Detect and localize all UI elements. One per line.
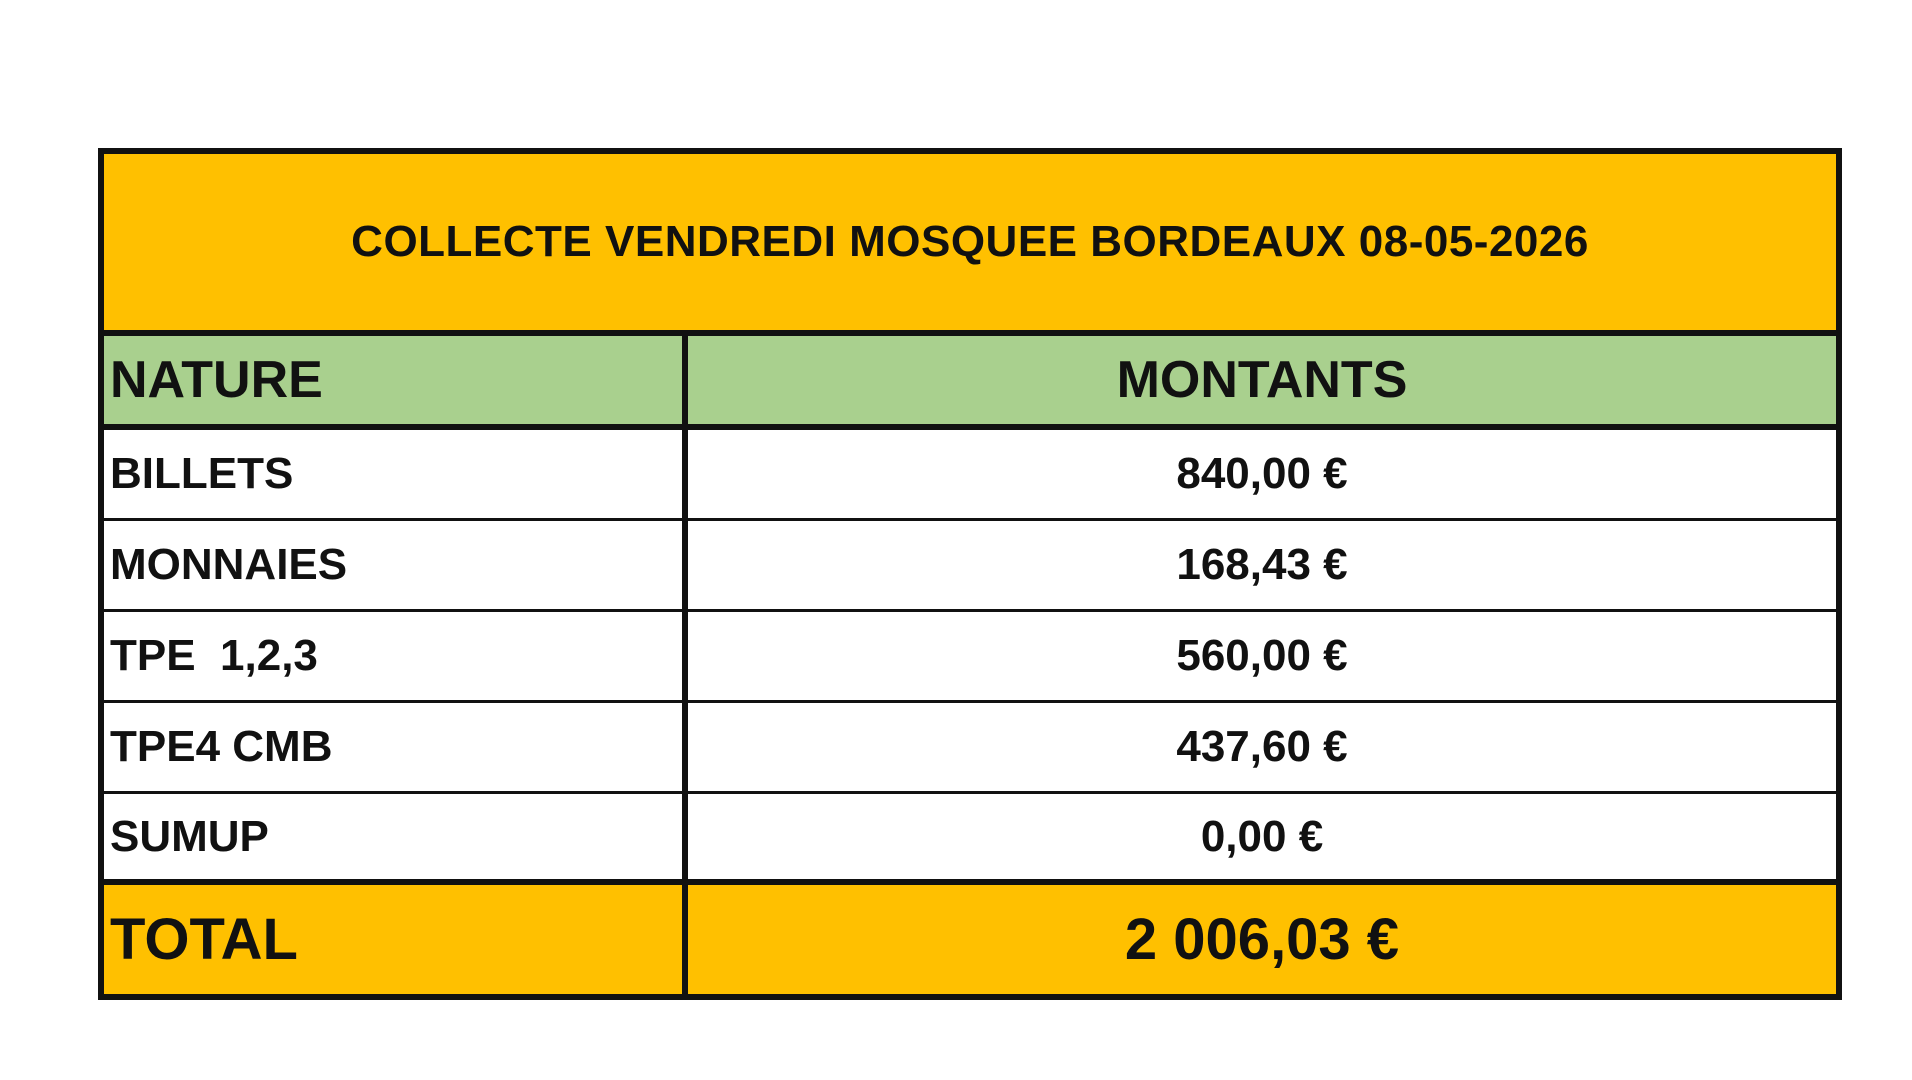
row-montant: 560,00 €: [1176, 631, 1348, 680]
row-montant: 437,60 €: [1176, 722, 1348, 771]
title-row: [104, 154, 1836, 336]
total-label: TOTAL: [104, 885, 688, 994]
row-nature: TPE4 CMB: [104, 703, 688, 791]
row-nature: BILLETS: [104, 430, 688, 518]
row-montant: 840,00 €: [1176, 449, 1348, 498]
table-title: COLLECTE VENDREDI MOSQUEE BORDEAUX 08-05-2026: [351, 217, 1589, 266]
column-header-montants: MONTANTS: [1116, 351, 1408, 409]
total-amount: 2 006,03 €: [1124, 907, 1400, 972]
table-row: [104, 612, 1836, 703]
table-row: [104, 430, 1836, 521]
collection-table: [98, 148, 1842, 1000]
table-row: [104, 703, 1836, 794]
row-nature: TPE 1,2,3: [104, 612, 688, 700]
table-row: [104, 794, 1836, 885]
header-row: [104, 336, 1836, 430]
row-montant: 0,00 €: [1200, 811, 1324, 861]
total-row: [104, 885, 1836, 994]
row-montant: 168,43 €: [1176, 540, 1348, 589]
row-nature: SUMUP: [104, 794, 688, 879]
table-row: [104, 521, 1836, 612]
row-nature: MONNAIES: [104, 521, 688, 609]
column-header-nature: NATURE: [104, 336, 688, 424]
